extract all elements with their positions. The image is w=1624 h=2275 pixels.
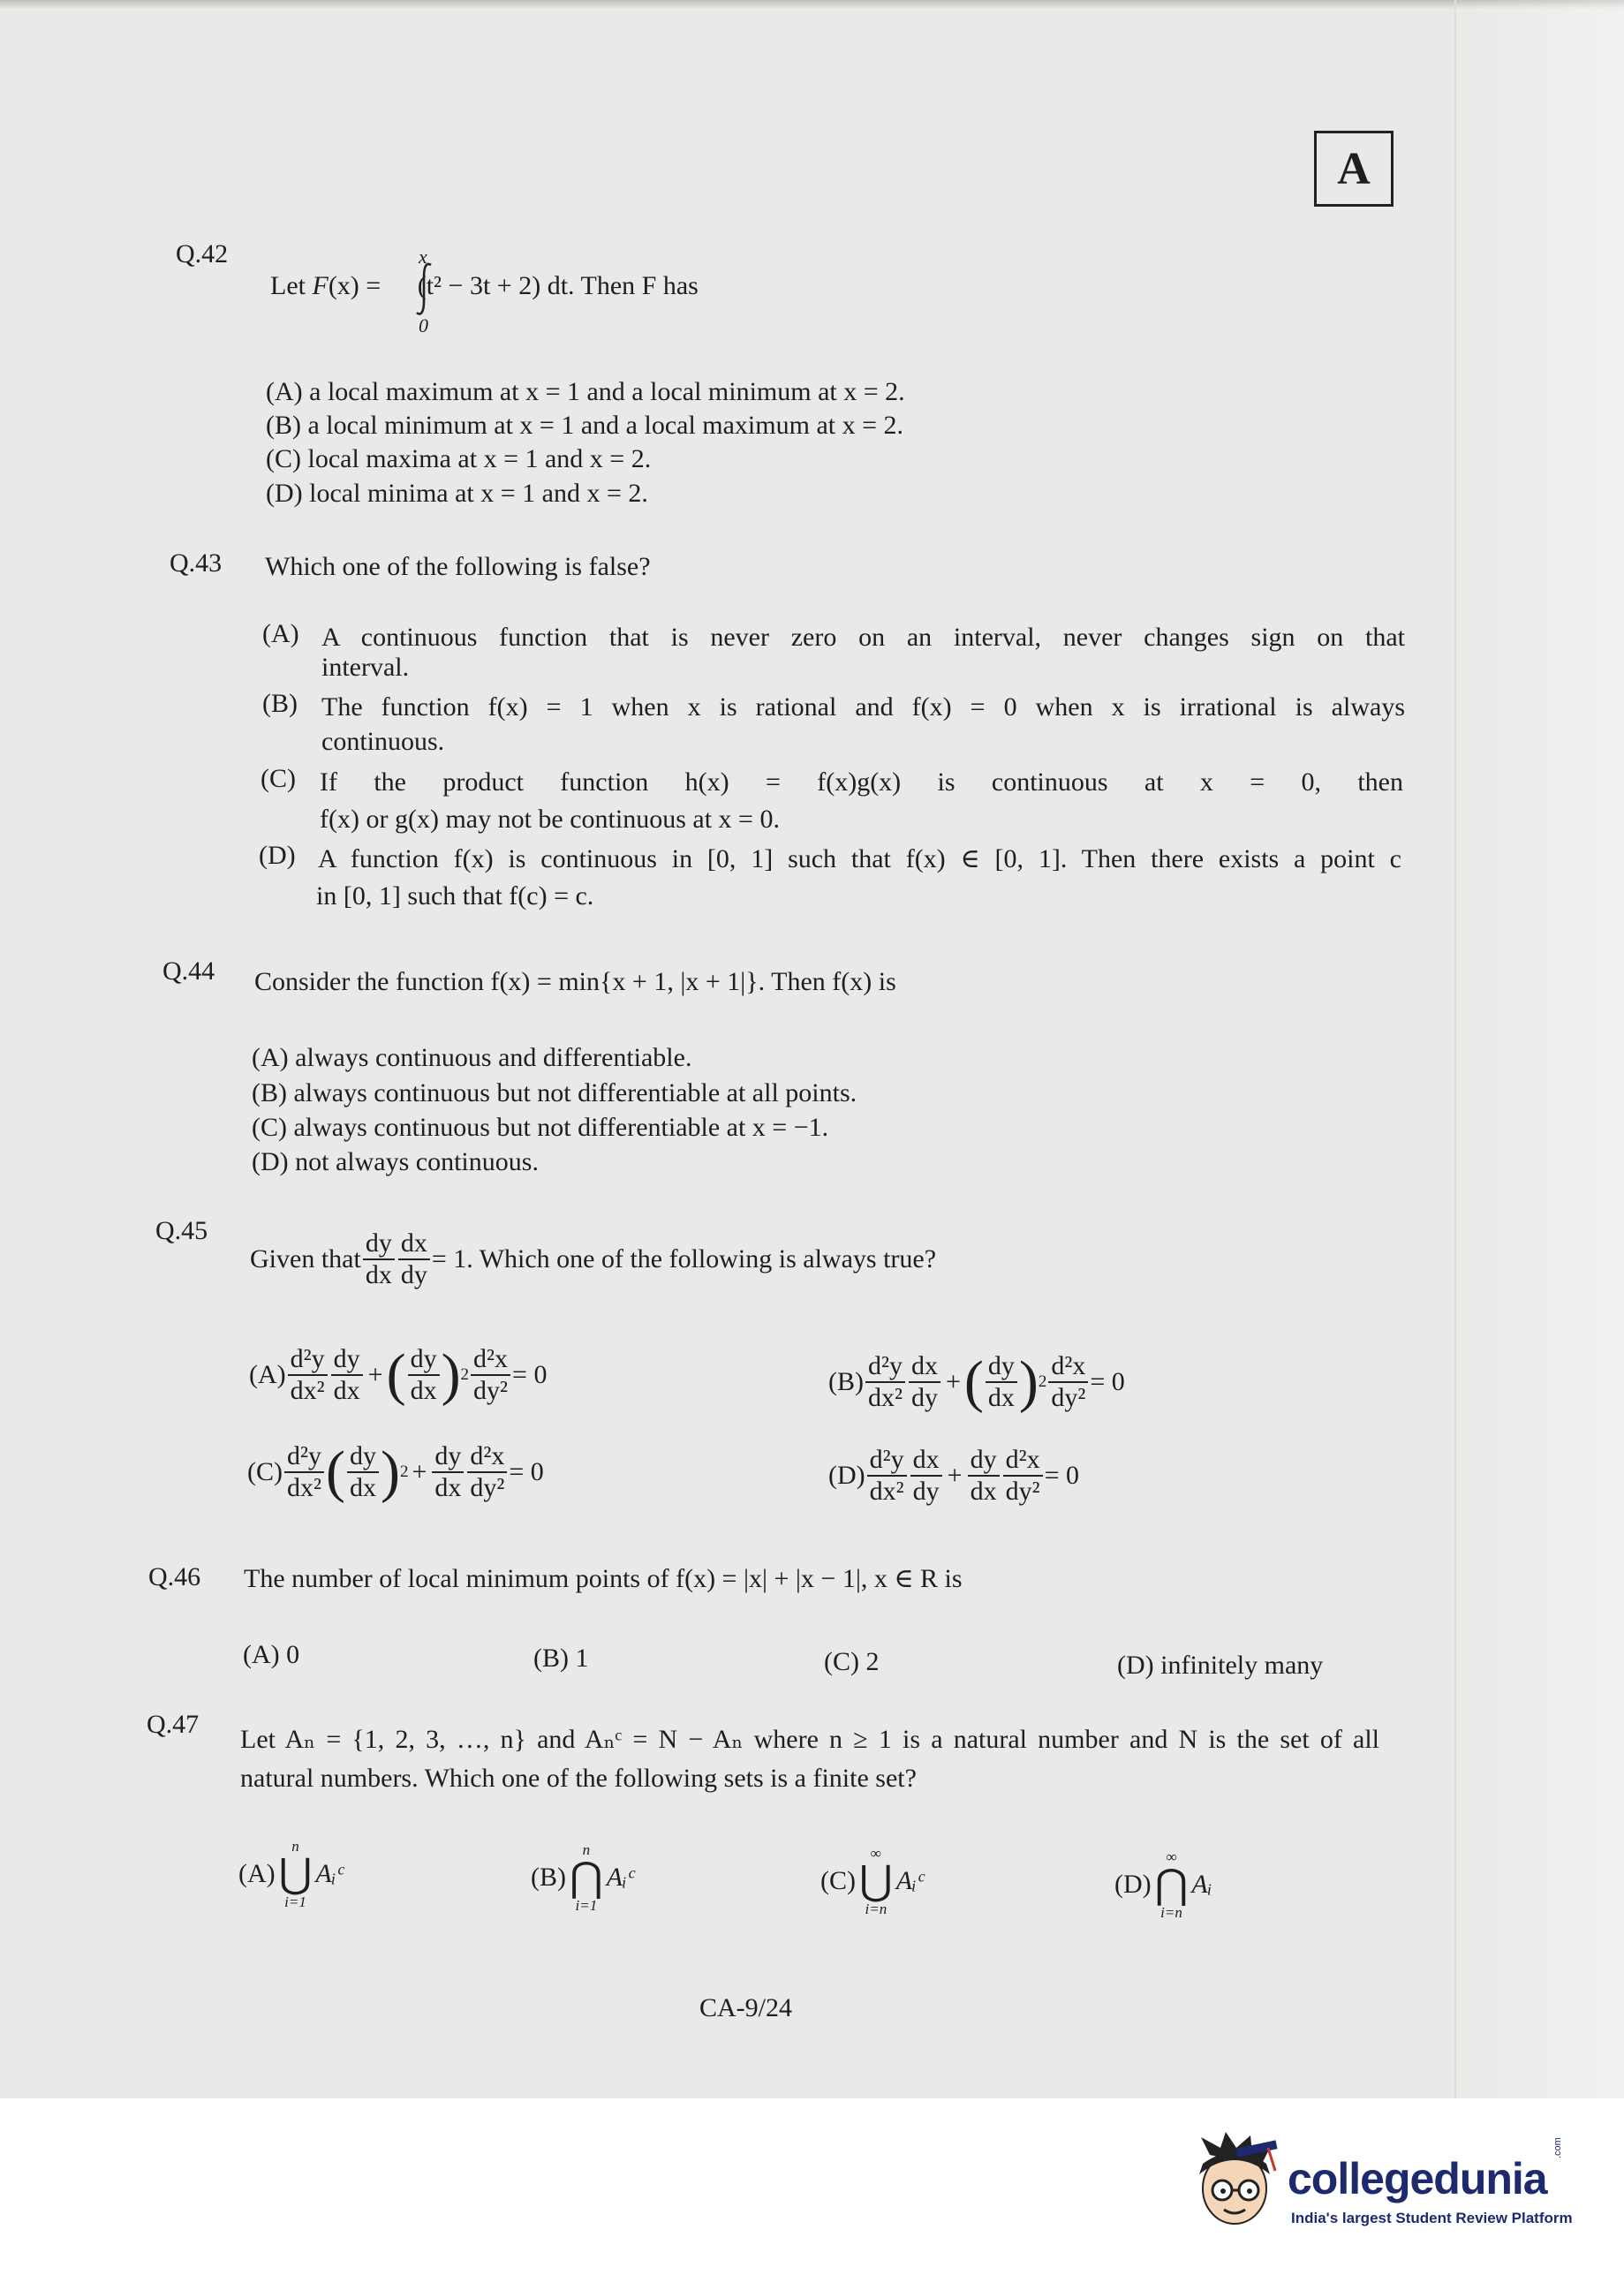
q47-option-a <box>238 1830 343 1918</box>
fraction <box>432 1441 464 1503</box>
q45-number: Q.45 <box>155 1216 208 1245</box>
fraction <box>288 1344 328 1406</box>
q46-option-b: (B) 1 <box>533 1644 589 1673</box>
equation-tail: = 0 <box>1044 1461 1079 1490</box>
fraction-denominator: dy² <box>1005 1477 1040 1506</box>
brand-name: collegedunia <box>1288 2154 1547 2203</box>
q45-stem-suffix: = 1. Which one of the following is always true? <box>431 1244 937 1274</box>
fraction-denominator: dx <box>365 1260 392 1289</box>
q42-option-a: (A) a local maximum at x = 1 and a local minimum at x = 2. <box>266 377 905 406</box>
q47-option-d <box>1114 1840 1212 1929</box>
q46-option-d: (D) infinitely many <box>1117 1651 1324 1680</box>
option-label: (A) <box>249 1360 286 1389</box>
fraction-numerator: d²x <box>471 1344 510 1376</box>
upper-limit: ∞ <box>1166 1848 1177 1865</box>
equation-tail: = 0 <box>1090 1367 1125 1396</box>
fraction <box>1003 1445 1043 1507</box>
brand-suffix: .com <box>1552 2137 1563 2158</box>
fraction-denominator: dy² <box>473 1376 509 1405</box>
q42-func: F <box>312 271 329 300</box>
q45-option-b: (B) $\frac{\text{d²y}}{\text{dx²}}$ $\frac{dx}{dy}$ + ( $\frac{dy}{dx}$ ) 2 $\frac{\text{d²x}}{\text{dy²}}$ = 0 <box>828 1349 1125 1414</box>
fraction-denominator: dx <box>333 1376 360 1405</box>
q43-stem: Which one of the following is false? <box>265 552 651 581</box>
set-term: Aᵢᶜ <box>315 1859 344 1888</box>
set-term: Aᵢᶜ <box>895 1866 924 1895</box>
q44-number: Q.44 <box>162 956 215 986</box>
fraction-numerator: dy <box>432 1441 464 1473</box>
fraction-numerator: d²y <box>865 1351 905 1383</box>
q42-integrand: (t² − 3t + 2) dt <box>417 271 569 300</box>
fraction-numerator: dy <box>408 1344 440 1376</box>
exponent: 2 <box>399 1462 409 1481</box>
lower-limit: i=1 <box>284 1893 306 1910</box>
q42-int-lower: 0 <box>419 314 428 336</box>
option-label: (C) <box>247 1457 283 1486</box>
q43-option-c-line1: If the product function h(x) = f(x)g(x) is continuous at x = 0, then <box>320 767 1403 797</box>
option-label: (D) <box>828 1461 865 1490</box>
union-icon <box>279 1839 313 1909</box>
fraction <box>909 1351 940 1413</box>
q45-fraction-dy-dx <box>363 1228 395 1290</box>
operator: ⋂ <box>570 1855 603 1900</box>
exponent: 2 <box>460 1365 470 1384</box>
upper-limit: n <box>582 1841 591 1858</box>
fraction <box>1048 1351 1088 1413</box>
fraction <box>968 1445 1000 1507</box>
q45-stem <box>250 1222 936 1296</box>
equation-tail: = 0 <box>512 1360 548 1389</box>
fraction-numerator: d²x <box>467 1441 507 1473</box>
fraction-numerator: d²y <box>288 1344 328 1376</box>
q45-fraction-dx-dy <box>398 1228 430 1290</box>
q44-option-a: (A) always continuous and differentiable. <box>252 1043 692 1072</box>
option-label: (D) <box>1114 1870 1152 1899</box>
q45-stem-prefix: Given that <box>250 1244 361 1274</box>
q43-option-a-line1: A continuous function that is never zero on an interval, never changes sign on that <box>321 623 1405 652</box>
q42-eq: = <box>359 271 388 300</box>
page-code: CA-9/24 <box>699 1993 792 2022</box>
q43-option-c-label: (C) <box>261 764 296 793</box>
mascot-icon <box>1183 2128 1289 2243</box>
fraction-numerator: d²y <box>284 1441 324 1473</box>
fraction-denominator: dy <box>912 1477 940 1506</box>
fraction-numerator: dx <box>398 1228 430 1260</box>
fraction-denominator: dx <box>970 1477 997 1506</box>
fraction <box>408 1344 440 1406</box>
operator: ⋃ <box>859 1858 893 1903</box>
q43-option-a-label: (A) <box>262 619 299 648</box>
lower-limit: i=n <box>865 1901 888 1917</box>
set-term: Aᵢᶜ <box>606 1863 634 1892</box>
q43-option-d-line1: A function f(x) is continuous in [0, 1] such that f(x) ∈ [0, 1]. Then there exists a point c <box>318 844 1401 873</box>
q44-stem: Consider the function f(x) = min{x + 1, |x + 1|}. Then f(x) is <box>254 967 896 996</box>
fraction-numerator: dy <box>347 1441 379 1473</box>
fraction <box>284 1441 324 1503</box>
fraction-denominator: dy² <box>1051 1383 1086 1412</box>
page-top-edge <box>0 0 1624 9</box>
operator: ⋃ <box>278 1851 313 1896</box>
q47-line2: natural numbers. Which one of the following sets is a finite set? <box>240 1764 917 1793</box>
question-set-box: A <box>1314 131 1394 207</box>
q42-stem <box>270 270 699 302</box>
q44-option-b: (B) always continuous but not differentiable at all points. <box>252 1078 857 1107</box>
q47-line1: Let Aₙ = {1, 2, 3, …, n} and Aₙᶜ = N − Aₙ where n ≥ 1 is a natural number and N is the set of all <box>240 1725 1379 1754</box>
q43-option-b-label: (B) <box>262 689 298 718</box>
q43-number: Q.43 <box>170 548 223 578</box>
fraction-numerator: dy <box>986 1351 1017 1383</box>
q46-option-a: (A) 0 <box>243 1640 300 1669</box>
option-label: (A) <box>238 1859 276 1888</box>
collegedunia-logo <box>1183 2128 1590 2243</box>
intersection-icon <box>570 1842 603 1913</box>
q42-option-c: (C) local maxima at x = 1 and x = 2. <box>266 444 652 473</box>
set-term: Aᵢ <box>1191 1870 1212 1899</box>
q45-option-d: (D) $\frac{\text{d²y}}{\text{dx²}}$ $\frac{dx}{dy}$ + $\frac{dy}{dx}$ $\frac{\text{d²x}}{\text{dy²}}$ = 0 <box>828 1445 1079 1506</box>
equation-tail: = 0 <box>509 1457 544 1486</box>
option-label: (C) <box>820 1866 856 1895</box>
fraction <box>986 1351 1017 1413</box>
q45-option-a: (A) $\frac{\text{d²y}}{\text{dx²}}$ $\frac{dy}{dx}$ + ( $\frac{dy}{dx}$ ) 2 $\frac{\text{d²x}}{\text{dy²}}$ = 0 <box>249 1342 548 1407</box>
fraction-denominator: dx² <box>290 1376 325 1405</box>
fraction-denominator: dx <box>410 1376 437 1405</box>
fraction <box>467 1441 507 1503</box>
q44-option-d: (D) not always continuous. <box>252 1147 539 1176</box>
lower-limit: i=1 <box>575 1897 598 1914</box>
fraction-denominator: dy <box>911 1383 938 1412</box>
lower-limit: i=n <box>1160 1904 1182 1921</box>
q42-option-b: (B) a local minimum at x = 1 and a local maximum at x = 2. <box>266 411 904 440</box>
q47-option-c <box>820 1837 924 1925</box>
q42-stem-suffix: . Then F has <box>568 271 699 300</box>
fraction-numerator: dy <box>968 1445 1000 1477</box>
brand-tagline: India's largest Student Review Platform <box>1291 2210 1573 2226</box>
fraction <box>471 1344 510 1406</box>
integral-sign-icon <box>412 246 438 336</box>
fraction-denominator: dx <box>434 1473 462 1502</box>
q47-option-b <box>531 1833 634 1922</box>
q43-option-b-line1: The function f(x) = 1 when x is rational and f(x) = 0 when x is irrational is always <box>321 692 1405 722</box>
page-fold-line <box>1454 0 1456 2098</box>
fraction-denominator: dx² <box>869 1477 904 1506</box>
q46-option-c: (C) 2 <box>824 1647 880 1676</box>
fraction <box>867 1445 907 1507</box>
fraction-denominator: dx² <box>287 1473 321 1502</box>
fraction-numerator: d²x <box>1048 1351 1088 1383</box>
q42-option-d: (D) local minima at x = 1 and x = 2. <box>266 479 648 508</box>
q46-number: Q.46 <box>148 1562 201 1591</box>
q42-arg: (x) <box>328 271 359 300</box>
fraction-numerator: dy <box>363 1228 395 1260</box>
union-icon <box>859 1846 893 1916</box>
fraction <box>865 1351 905 1413</box>
fraction <box>331 1344 363 1406</box>
q47-number: Q.47 <box>147 1710 200 1739</box>
fraction-numerator: dy <box>331 1344 363 1376</box>
fraction-denominator: dx <box>349 1473 376 1502</box>
fraction <box>347 1441 379 1503</box>
exponent: 2 <box>1038 1372 1047 1391</box>
q43-option-a-line2: interval. <box>321 653 410 682</box>
intersection-icon <box>1155 1849 1189 1920</box>
fraction <box>910 1445 942 1507</box>
q43-option-d-label: (D) <box>259 841 296 870</box>
q42-int-upper: x <box>419 246 427 268</box>
fraction-denominator: dy² <box>470 1473 505 1502</box>
q45-option-c: (C) $\frac{\text{d²y}}{\text{dx²}}$ ( $\frac{dy}{dx}$ ) 2 + $\frac{dy}{dx}$ $\frac{\text{d²x}}{\text{dy²}}$ = 0 <box>247 1440 544 1504</box>
fraction-numerator: dx <box>910 1445 942 1477</box>
q43-option-d-line2: in [0, 1] such that f(c) = c. <box>316 881 594 911</box>
upper-limit: ∞ <box>870 1845 881 1862</box>
option-label: (B) <box>531 1863 566 1892</box>
q42-number: Q.42 <box>176 239 229 268</box>
fraction-denominator: dy <box>400 1260 427 1289</box>
q42-stem-prefix: Let <box>270 271 313 300</box>
option-label: (B) <box>828 1367 864 1396</box>
fraction-denominator: dx <box>987 1383 1015 1412</box>
q46-stem: The number of local minimum points of f(x) = |x| + |x − 1|, x ∈ R is <box>244 1564 963 1593</box>
fraction-denominator: dx² <box>868 1383 903 1412</box>
fraction-numerator: dx <box>909 1351 940 1383</box>
operator: ⋂ <box>1154 1862 1189 1907</box>
fraction-numerator: d²y <box>867 1445 907 1477</box>
q43-option-b-line2: continuous. <box>321 727 445 756</box>
q43-option-c-line2: f(x) or g(x) may not be continuous at x = 0. <box>320 805 780 834</box>
integral-glyph-icon <box>412 261 438 318</box>
q44-option-c: (C) always continuous but not differentiable at x = −1. <box>252 1113 829 1142</box>
upper-limit: n <box>291 1838 299 1855</box>
fraction-numerator: d²x <box>1003 1445 1043 1477</box>
